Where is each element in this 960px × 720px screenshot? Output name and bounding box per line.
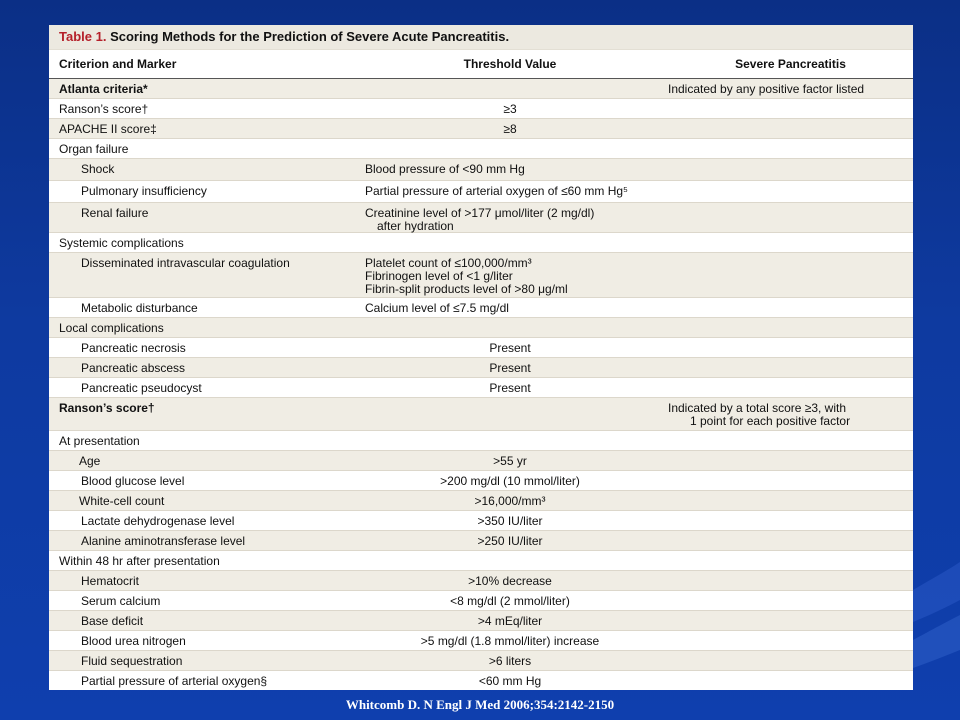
threshold-cell <box>355 163 665 176</box>
threshold-line: >5 mg/dl (1.8 mmol/liter) increase <box>420 634 600 648</box>
criterion-cell: Fluid sequestration <box>81 654 183 668</box>
table-caption <box>49 25 913 50</box>
threshold-cell <box>355 103 665 116</box>
criterion-cell: Pancreatic abscess <box>81 361 186 375</box>
criterion-cell: Lactate dehydrogenase level <box>81 514 235 528</box>
criterion-cell: Pancreatic pseudocyst <box>81 381 202 395</box>
threshold-cell <box>355 595 665 608</box>
severe-line: 1 point for each positive factor <box>690 414 851 428</box>
criterion-cell: Serum calcium <box>81 594 161 608</box>
header-severe: Severe Pancreatitis <box>735 57 846 71</box>
table-row <box>49 671 913 693</box>
threshold-cell <box>355 362 665 375</box>
table-row <box>49 611 913 631</box>
table-body <box>49 79 913 693</box>
table-row <box>49 471 913 491</box>
table-row <box>49 651 913 671</box>
table-row <box>49 531 913 551</box>
criterion-cell: Ranson’s score† <box>59 102 149 116</box>
threshold-cell <box>355 455 665 468</box>
threshold-line: Present <box>489 381 531 395</box>
threshold-cell <box>355 495 665 508</box>
criterion-cell: At presentation <box>59 434 140 448</box>
threshold-cell <box>355 382 665 395</box>
criterion-cell: Partial pressure of arterial oxygen§ <box>81 674 268 688</box>
criterion-cell: Within 48 hr after presentation <box>59 554 220 568</box>
threshold-line: >4 mEq/liter <box>477 614 543 628</box>
table-row <box>49 511 913 531</box>
threshold-line: Creatinine level of >177 μmol/liter (2 mg/dl) <box>365 206 595 220</box>
table-row <box>49 551 913 571</box>
table-row <box>49 253 913 298</box>
table-row <box>49 358 913 378</box>
table-row <box>49 298 913 318</box>
threshold-line: >10% decrease <box>468 574 552 588</box>
criterion-cell: Metabolic disturbance <box>81 301 198 315</box>
threshold-line: ≥8 <box>503 122 517 136</box>
threshold-line: >250 IU/liter <box>477 534 543 548</box>
criterion-cell: Local complications <box>59 321 164 335</box>
criterion-cell: Pulmonary insufficiency <box>81 184 207 198</box>
table-row <box>49 431 913 451</box>
threshold-line: Calcium level of ≤7.5 mg/dl <box>365 301 509 315</box>
table-row <box>49 139 913 159</box>
header-threshold: Threshold Value <box>463 57 557 71</box>
threshold-line: <60 mm Hg <box>478 674 542 688</box>
threshold-line: >55 yr <box>493 454 527 468</box>
threshold-cell <box>355 185 665 198</box>
table-row <box>49 338 913 358</box>
criterion-cell: Base deficit <box>81 614 144 628</box>
severe-cell <box>665 83 913 96</box>
criterion-cell: Disseminated intravascular coagulation <box>81 256 290 270</box>
criterion-cell: Alanine aminotransferase level <box>81 534 246 548</box>
threshold-cell <box>355 635 665 648</box>
table-row <box>49 491 913 511</box>
severe-line: Indicated by any positive factor listed <box>668 82 865 96</box>
criterion-cell: Hematocrit <box>81 574 140 588</box>
severe-cell <box>665 402 913 428</box>
threshold-cell <box>355 207 665 233</box>
criterion-cell: Systemic complications <box>59 236 184 250</box>
criterion-cell: Ranson’s score† <box>59 401 155 415</box>
table-row <box>49 159 913 181</box>
threshold-cell <box>355 342 665 355</box>
criterion-cell: APACHE II score‡ <box>59 122 157 136</box>
table-row <box>49 79 913 99</box>
table-row <box>49 119 913 139</box>
criterion-cell: Organ failure <box>59 142 129 156</box>
threshold-line: >6 liters <box>488 654 532 668</box>
table-row <box>49 203 913 233</box>
threshold-cell <box>355 302 665 315</box>
table-row <box>49 591 913 611</box>
threshold-cell <box>355 575 665 588</box>
table-row <box>49 378 913 398</box>
threshold-line: >200 mg/dl (10 mmol/liter) <box>440 474 580 488</box>
table-row <box>49 451 913 471</box>
threshold-line: Blood pressure of <90 mm Hg <box>365 162 525 176</box>
table-row <box>49 181 913 203</box>
criterion-cell: Shock <box>81 162 115 176</box>
threshold-line: Platelet count of ≤100,000/mm³ <box>365 256 532 270</box>
citation: Whitcomb D. N Engl J Med 2006;354:2142-2150 <box>345 697 615 712</box>
table-row <box>49 99 913 119</box>
criterion-cell: Blood glucose level <box>81 474 185 488</box>
table-row <box>49 318 913 338</box>
criterion-cell: Renal failure <box>81 206 149 220</box>
header-criterion: Criterion and Marker <box>59 57 177 71</box>
table-header-row <box>49 50 913 79</box>
table-title: Scoring Methods for the Prediction of Severe Acute Pancreatitis. <box>110 29 510 44</box>
threshold-line: after hydration <box>377 219 454 233</box>
table-row <box>49 631 913 651</box>
table-row <box>49 398 913 431</box>
threshold-cell <box>355 615 665 628</box>
threshold-line: Present <box>489 341 531 355</box>
scoring-table <box>49 25 913 690</box>
threshold-cell <box>355 535 665 548</box>
criterion-cell: Age <box>79 454 101 468</box>
criterion-cell: Blood urea nitrogen <box>81 634 186 648</box>
criterion-cell: Pancreatic necrosis <box>81 341 186 355</box>
threshold-line: ≥3 <box>503 102 517 116</box>
table-row <box>49 571 913 591</box>
threshold-line: Partial pressure of arterial oxygen of ≤60 mm Hg⁵ <box>365 184 629 198</box>
threshold-cell <box>355 123 665 136</box>
threshold-cell <box>355 675 665 688</box>
threshold-line: Fibrinogen level of <1 g/liter <box>365 269 513 283</box>
threshold-cell <box>355 515 665 528</box>
threshold-line: >16,000/mm³ <box>474 494 546 508</box>
threshold-cell <box>355 655 665 668</box>
threshold-cell <box>355 475 665 488</box>
threshold-line: Present <box>489 361 531 375</box>
threshold-line: <8 mg/dl (2 mmol/liter) <box>450 594 570 608</box>
threshold-line: Fibrin-split products level of >80 μg/ml <box>365 282 568 296</box>
threshold-cell <box>355 257 665 296</box>
table-number: Table 1. <box>59 29 107 44</box>
threshold-line: >350 IU/liter <box>477 514 543 528</box>
severe-line: Indicated by a total score ≥3, with <box>668 401 847 415</box>
table-row <box>49 233 913 253</box>
criterion-cell: Atlanta criteria* <box>59 82 148 96</box>
criterion-cell: White-cell count <box>79 494 165 508</box>
